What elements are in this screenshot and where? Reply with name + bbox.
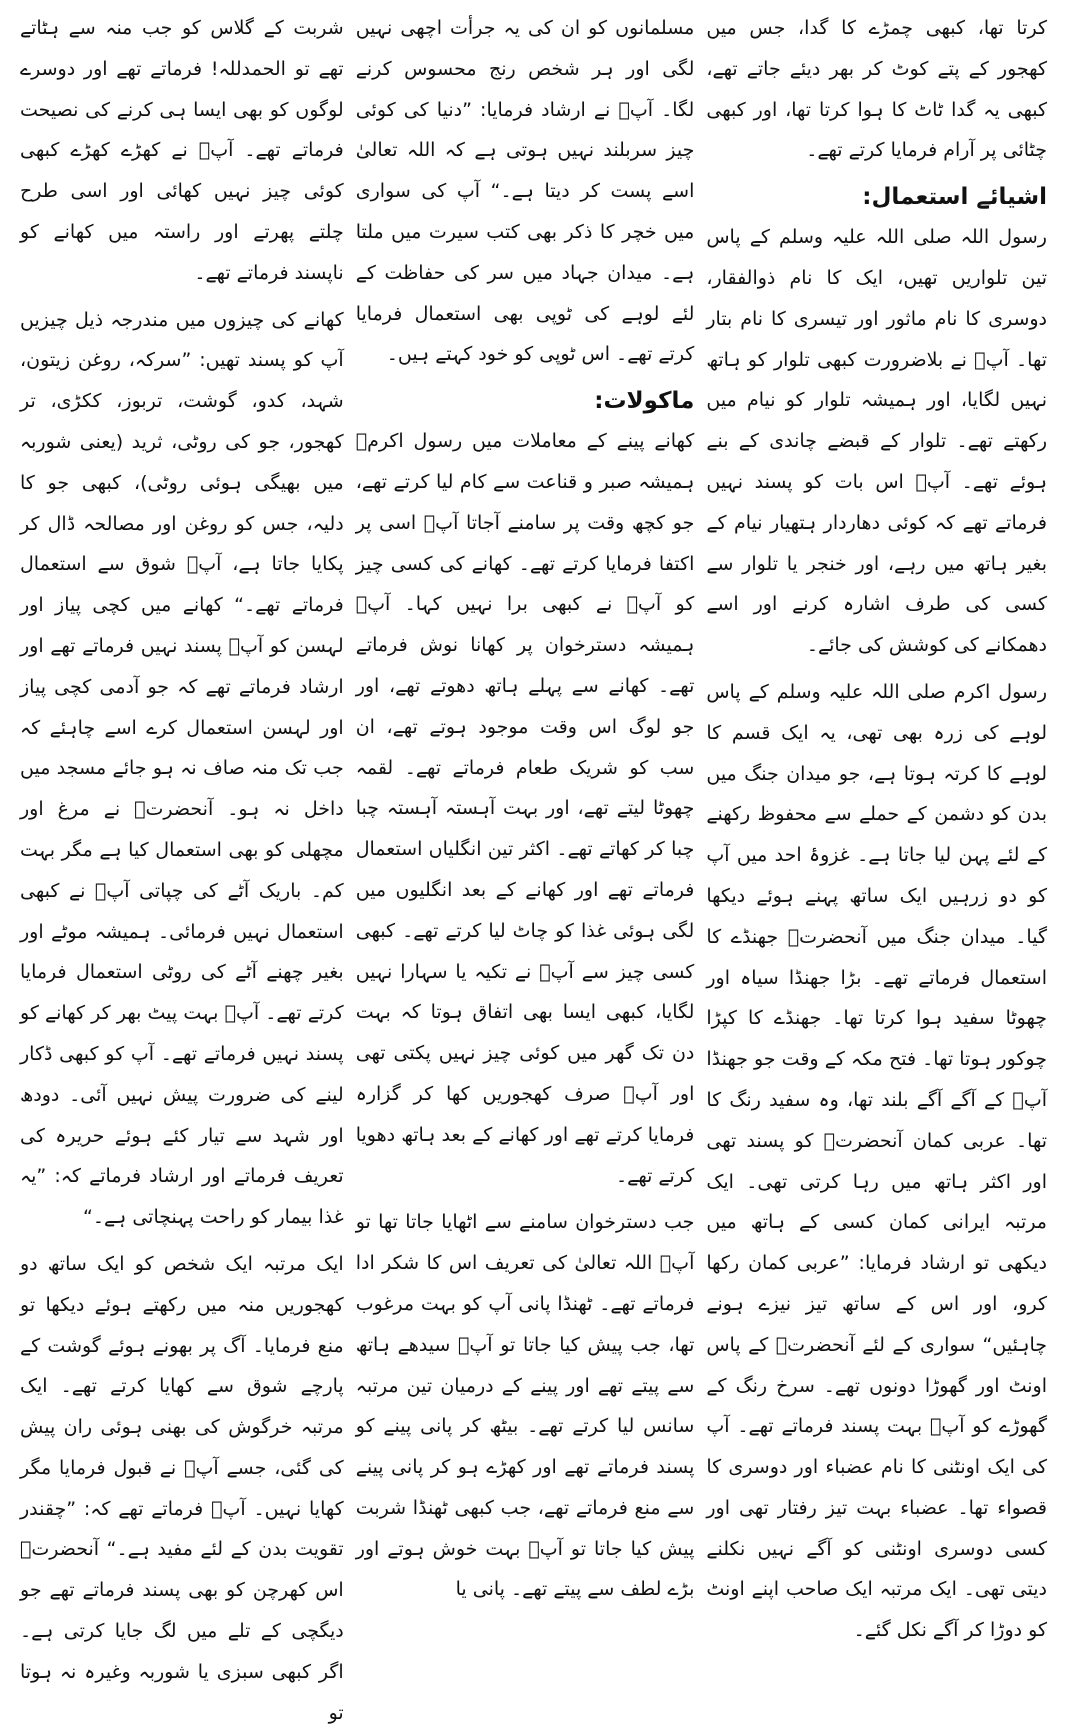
paragraph: رسول اللہ صلی اللہ علیہ وسلم کے پاس تین تلواریں تھیں، ایک کا نام ذوالفقار، دوسری کا نام ماثور اور تیسری کا نام بتار تھا۔ آپؐ نے بلاضرورت کبھی تلوار کو ہاتھ نہیں لگایا، اور ہمیشہ تلوار کو نیام میں رکھتے تھے۔ تلوار کے قبضے چاندی کے بنے ہوئے تھے۔ آپؐ اس بات کو پسند نہیں فرماتے تھے کہ کوئی دھاردار ہتھیار نیام کے بغیر ہاتھ میں رہے، اور خنجر یا تلوار سے کسی کی طرف اشارہ کرنے اور اسے دھمکانے کی کوشش کی جائے۔ [706, 226, 1047, 657]
section-heading: اشیائے استعمال: [862, 184, 1047, 211]
paragraph: کرتا تھا، کبھی چمڑے کا گدا، جس میں کھجور کے پتے کوٹ کر بھر دیئے جاتے تھے، کبھی یہ گدا ٹاٹ کا ہوا کرتا تھا، اور کبھی چٹائی پر آرام فرمایا کرتے تھے۔ [706, 17, 1047, 162]
paragraph: مسلمانوں کو ان کی یہ جرأت اچھی نہیں لگی اور ہر شخص رنج محسوس کرنے لگا۔ آپؐ نے ارشاد فرمایا: ”دنیا کی کوئی چیز سربلند نہیں ہوتی ہے کہ اللہ تعالیٰ اسے پست کر دیتا ہے۔“ آپ کی سواری میں خچر کا ذکر بھی کتب سیرت میں ملتا ہے۔ میدان جہاد میں سر کی حفاظت کے لئے لوہے کی ٹوپی بھی استعمال فرمایا کرتے تھے۔ اس ٹوپی کو خود کہتے ہیں۔ [355, 17, 695, 366]
paragraph: کھانے پینے کے معاملات میں رسول اکرمؐ ہمیشہ صبر و قناعت سے کام لیا کرتے تھے، جو کچھ وقت پر سامنے آجاتا آپؐ اسی پر اکتفا فرمایا کرتے تھے۔ کھانے کی کسی چیز کو آپؐ نے کبھی برا نہیں کہا۔ آپؐ ہمیشہ دسترخوان پر کھانا نوش فرماتے تھے۔ کھانے سے پہلے ہاتھ دھوتے تھے، اور جو لوگ اس وقت موجود ہوتے تھے، ان سب کو شریک طعام فرماتے تھے۔ لقمہ چھوٹا لیتے تھے، اور بہت آہستہ آہستہ چبا چبا کر کھاتے تھے۔ اکثر تین انگلیاں استعمال فرماتے تھے اور کھانے کے بعد انگلیوں میں لگی ہوئی غذا کو چاٹ لیا کرتے تھے۔ کبھی کسی چیز سے آپؐ نے تکیہ یا سہارا نہیں لگایا، کبھی ایسا بھی اتفاق ہوتا کہ بہت دن تک گھر میں کوئی چیز نہیں پکتی تھی اور آپؐ صرف کھجوریں کھا کر گزارہ فرمایا کرتے تھے اور کھانے کے بعد ہاتھ دھویا کرتے تھے۔ [355, 430, 695, 1187]
paragraph: کھانے کی چیزوں میں مندرجہ ذیل چیزیں آپ کو پسند تھیں: ”سرکہ، روغن زیتون، شہد، کدو، گوشت، تربوز، ککڑی، تر کھجور، جو کی روٹی، ثرید (یعنی شوربہ میں بھیگی ہوئی روٹی)، کبھی جو کا دلیہ، جس کو روغن اور مصالحہ ڈال کر پکایا جاتا ہے، آپؐ شوق سے استعمال فرماتے تھے۔“ کھانے میں کچی پیاز اور لہسن کو آپؐ پسند نہیں فرماتے تھے اور ارشاد فرماتے تھے کہ جو آدمی کچی پیاز اور لہسن استعمال کرے اسے چاہئے کہ جب تک منہ صاف نہ ہو جائے مسجد میں داخل نہ ہو۔ آنحضرتؐ نے مرغ اور مچھلی کو بھی استعمال کیا ہے مگر بہت کم۔ باریک آٹے کی چپاتی آپؐ نے کبھی استعمال نہیں فرمائی۔ ہمیشہ موٹے اور بغیر چھنے آٹے کی روٹی استعمال فرمایا کرتے تھے۔ آپؐ بہت پیٹ بھر کر کھانے کو پسند نہیں فرماتے تھے۔ آپ کو کبھی ڈکار لینے کی ضرورت پیش نہیں آئی۔ دودھ اور شہد سے تیار کئے ہوئے حریرہ کی تعریف فرماتے اور ارشاد فرماتے کہ: ”یہ غذا بیمار کو راحت پہنچاتی ہے۔“ [20, 308, 344, 1229]
paragraph: رسول اکرم صلی اللہ علیہ وسلم کے پاس لوہے کی زرہ بھی تھی، یہ ایک قسم کا لوہے کا کرتہ ہوتا ہے، جو میدان جنگ میں بدن کو دشمن کے حملے سے محفوظ رکھنے کے لئے پہن لیا جاتا ہے۔ غزوۂ احد میں آپ کو دو زرہیں ایک ساتھ پہنے ہوئے دیکھا گیا۔ میدان جنگ میں آنحضرتؐ جھنڈے کا استعمال فرماتے تھے۔ بڑا جھنڈا سیاہ اور چھوٹا سفید ہوا کرتا تھا۔ جھنڈے کا کپڑا چوکور ہوتا تھا۔ فتح مکہ کے وقت جو جھنڈا آپؐ کے آگے آگے بلند تھا، وہ سفید رنگ کا تھا۔ عربی کمان آنحضرتؐ کو پسند تھی اور اکثر ہاتھ میں رہا کرتی تھی۔ ایک مرتبہ ایرانی کمان کسی کے ہاتھ میں دیکھی تو ارشاد فرمایا: ”عربی کمان رکھا کرو، اور اس کے ساتھ تیز نیزے ہونے چاہئیں“ سواری کے لئے آنحضرتؐ کے پاس اونٹ اور گھوڑا دونوں تھے۔ سرخ رنگ کے گھوڑے کو آپؐ بہت پسند فرماتے تھے۔ آپ کی ایک اونٹنی کا نام عضباء اور دوسری کا قصواء تھا۔ عضباء بہت تیز رفتار تھی اور کسی دوسری اونٹنی کو آگے نہیں نکلنے دیتی تھی۔ ایک مرتبہ ایک صاحب اپنے اونٹ کو دوڑا کر آگے نکل گئے۔ [706, 680, 1047, 1642]
paragraph: شربت کے گلاس کو جب منہ سے ہٹاتے تھے تو الحمدللہ! فرماتے تھے اور دوسرے لوگوں کو بھی ایسا ہی کرنے کی نصیحت فرماتے تھے۔ آپؐ نے کھڑے کھڑے کبھی کوئی چیز نہیں کھائی اور اسی طرح چلتے پھرتے اور راستہ میں کھانے کو ناپسند فرماتے تھے۔ [20, 17, 344, 284]
text-column-right [700, 8, 1053, 1642]
text-column-middle [350, 8, 701, 1601]
paragraph: ایک مرتبہ ایک شخص کو ایک ساتھ دو کھجوریں منہ میں رکھتے ہوئے دیکھا تو منع فرمایا۔ آگ پر بھونے ہوئے گوشت کے پارچے شوق سے کھایا کرتے تھے۔ ایک مرتبہ خرگوش کی بھنی ہوئی ران پیش کی گئی، جسے آپؐ نے قبول فرمایا مگر کھایا نہیں۔ آپؐ فرماتے تھے کہ: ”چقندر تقویت بدن کے لئے مفید ہے۔“ آنحضرتؐ اس کھرچن کو بھی پسند فرماتے تھے جو دیگچی کے تلے میں لگ جایا کرتی ہے۔ اگر کبھی سبزی یا شوربہ وغیرہ نہ ہوتا تو [20, 1252, 344, 1724]
paragraph: جب دسترخوان سامنے سے اٹھایا جاتا تھا تو آپؐ اللہ تعالیٰ کی تعریف اس کا شکر ادا فرماتے تھے۔ ٹھنڈا پانی آپ کو بہت مرغوب تھا، جب پیش کیا جاتا تو آپؐ سیدھے ہاتھ سے پیتے تھے اور پینے کے درمیان تین مرتبہ سانس لیا کرتے تھے۔ بیٹھ کر پانی پینے کو پسند فرماتے تھے اور کھڑے ہو کر پانی پینے سے منع فرماتے تھے، جب کبھی ٹھنڈا شربت پیش کیا جاتا تو آپؐ بہت خوش ہوتے اور بڑے لطف سے پیتے تھے۔ پانی یا [355, 1211, 695, 1601]
section-heading: ماکولات: [594, 388, 695, 415]
text-column-left [14, 8, 350, 1724]
